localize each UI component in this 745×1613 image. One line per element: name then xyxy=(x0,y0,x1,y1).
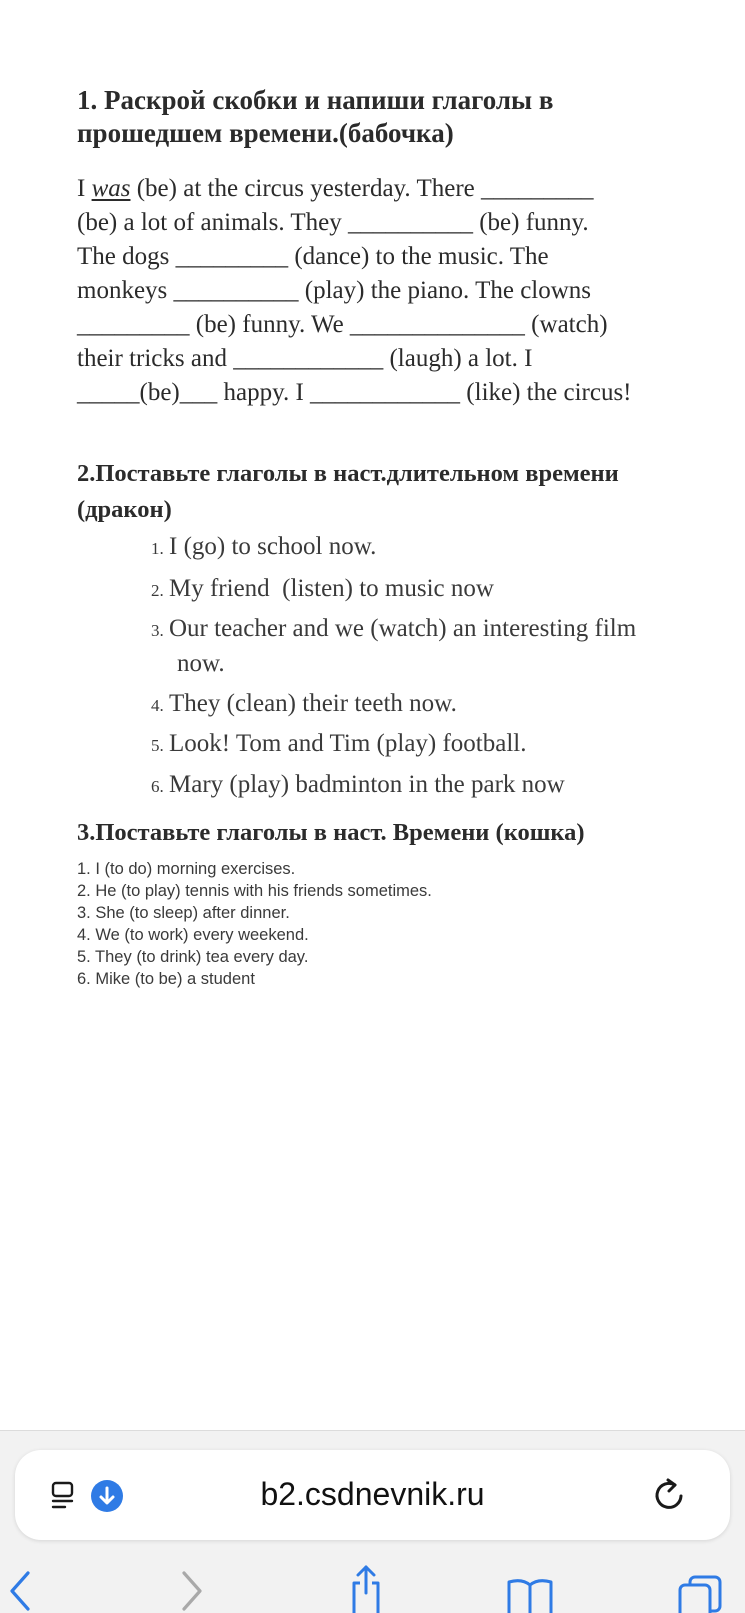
item-number: 6. xyxy=(151,777,164,796)
section1-heading-line1: 1. Раскрой скобки и напиши глаголы в xyxy=(77,85,554,115)
item-number: 1. xyxy=(151,539,164,558)
section2-heading-line1: 2.Поставьте глаголы в наст.длительном времени xyxy=(77,460,619,487)
reload-icon[interactable] xyxy=(652,1477,686,1513)
section2-item-2 xyxy=(151,574,494,606)
section1-line-6: their tricks and ____________ (laugh) a lot. I xyxy=(77,345,533,372)
item-text: They (clean) their teeth now. xyxy=(169,690,457,717)
item-text: Our teacher and we (watch) an interesting film xyxy=(169,615,637,642)
section2-item-5 xyxy=(151,729,527,761)
section1-heading xyxy=(77,84,637,150)
item-text: Mary (play) badminton in the park now xyxy=(169,771,565,798)
section1-line-1 xyxy=(77,174,594,204)
section2-heading-line2: (дракон) xyxy=(77,496,172,523)
section3-item-4: 4. We (to work) every weekend. xyxy=(77,926,309,944)
forward-icon[interactable] xyxy=(180,1569,204,1613)
section3-item-2: 2. He (to play) tennis with his friends sometimes. xyxy=(77,882,432,900)
share-icon[interactable] xyxy=(348,1563,384,1613)
item-number: 4. xyxy=(151,696,164,715)
section1-line-3: The dogs _________ (dance) to the music. The xyxy=(77,243,549,270)
bookmarks-icon[interactable] xyxy=(506,1577,554,1613)
section1-heading-line2: прошедшем времени.(бабочка) xyxy=(77,118,454,148)
item-number: 2. xyxy=(151,581,164,600)
item-text: My friend (listen) to music now xyxy=(169,575,494,602)
section2-item-3 xyxy=(151,614,636,646)
tabs-icon[interactable] xyxy=(676,1573,726,1613)
url-text[interactable]: b2.csdnevnik.ru xyxy=(260,1476,485,1512)
section1-line-1-post: (be) at the circus yesterday. There _________ xyxy=(130,175,594,202)
section1-line-1-pre: I xyxy=(77,175,92,202)
section2-heading xyxy=(77,456,737,528)
item-text: Look! Tom and Tim (play) football. xyxy=(169,730,527,757)
section2-item-3-continuation: now. xyxy=(177,650,225,677)
item-text: I (go) to school now. xyxy=(169,533,377,560)
address-bar[interactable] xyxy=(15,1450,730,1540)
section1-line-7: _____(be)___ happy. I ____________ (like) the circus! xyxy=(77,379,632,406)
section1-line-5: _________ (be) funny. We ______________ (watch) xyxy=(77,311,608,338)
section3-item-1: 1. I (to do) morning exercises. xyxy=(77,860,296,878)
item-number: 5. xyxy=(151,736,164,755)
section2-item-6 xyxy=(151,770,565,802)
browser-toolbar xyxy=(0,1430,745,1613)
section1-line-2: (be) a lot of animals. They __________ (be) funny. xyxy=(77,209,589,236)
example-answer: was xyxy=(91,175,131,202)
item-number: 3. xyxy=(151,621,164,640)
section3-item-3: 3. She (to sleep) after dinner. xyxy=(77,904,290,922)
section3-item-6: 6. Mike (to be) a student xyxy=(77,970,255,988)
section3-item-5: 5. They (to drink) tea every day. xyxy=(77,948,309,966)
section1-line-4: monkeys __________ (play) the piano. The clowns xyxy=(77,277,592,304)
section2-item-4 xyxy=(151,689,457,721)
section3-heading: 3.Поставьте глаголы в наст. Времени (кошка) xyxy=(77,819,585,846)
back-icon[interactable] xyxy=(8,1569,32,1613)
section2-item-1 xyxy=(151,532,376,564)
